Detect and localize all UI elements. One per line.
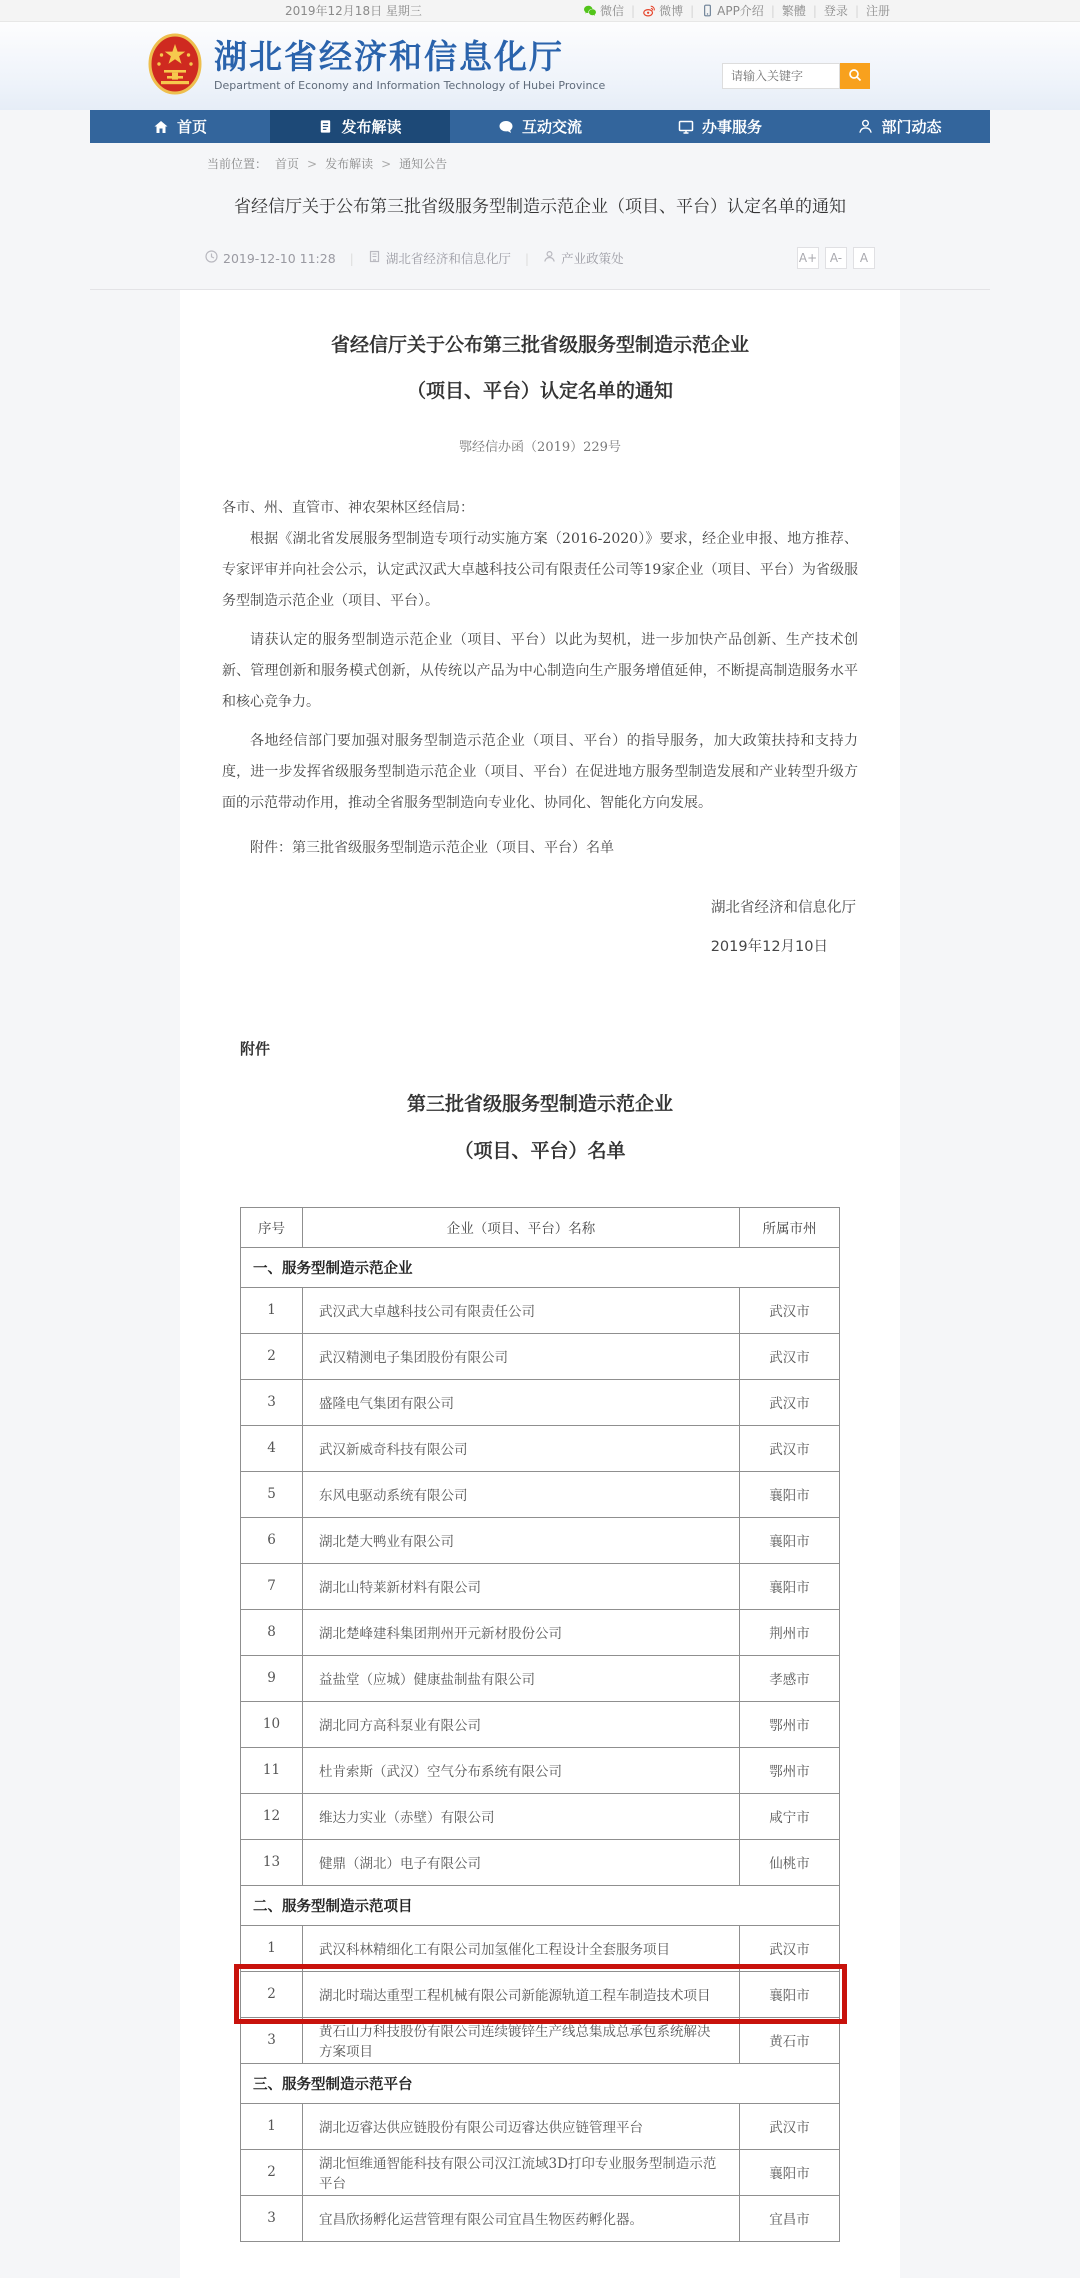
topbar-link-app-intro-label: APP介绍: [717, 4, 764, 18]
document-paragraph: 根据《湖北省发展服务型制造专项行动实施方案（2016-2020）》要求，经企业申报、地方推荐、专家评审并向社会公示，认定武汉武大卓越科技公司有限责任公司等19家企业（项目、平台）为省级服务型制造示范企业（项目、平台）。: [222, 530, 858, 609]
national-emblem-logo: [148, 33, 202, 99]
table-section-header: [241, 2063, 840, 2103]
company-city: 襄阳市: [740, 2149, 840, 2195]
topbar-link-wechat-label: 微信: [600, 4, 625, 18]
row-number: 3: [241, 1379, 303, 1425]
divider: |: [349, 250, 354, 266]
document-sign-date: 2019年12月10日: [710, 938, 828, 955]
row-number: 1: [241, 1925, 303, 1971]
nav-item-department-news-label: 部门动态: [881, 118, 942, 136]
attachment-label: 附件: [240, 1039, 271, 1058]
person-icon: [858, 119, 873, 134]
document-body: [222, 493, 858, 864]
nav-item-services[interactable]: [630, 110, 810, 143]
table-row: [241, 2149, 840, 2195]
company-city: 襄阳市: [740, 1471, 840, 1517]
attachment-heading-line2: （项目、平台）名单: [454, 1139, 626, 1162]
topbar-link-weibo[interactable]: [642, 2, 683, 19]
table-section-title: 一、服务型制造示范企业: [241, 1247, 840, 1287]
table-row: [241, 1701, 840, 1747]
weibo-icon: [642, 4, 656, 18]
company-city: 武汉市: [740, 1333, 840, 1379]
nav-item-services-label: 办事服务: [701, 118, 762, 136]
row-number: 11: [241, 1747, 303, 1793]
company-city: 武汉市: [740, 1287, 840, 1333]
breadcrumb-link-notices[interactable]: 通知公告: [399, 157, 448, 171]
site-title: 湖北省经济和信息化厅: [214, 37, 564, 77]
table-header-name: 企业（项目、平台）名称: [303, 1207, 740, 1247]
search-box: [722, 63, 870, 89]
nav-item-publications[interactable]: [270, 110, 450, 143]
table-header-no: 序号: [241, 1207, 303, 1247]
site-header: [0, 22, 1080, 110]
company-name: 武汉新威奇科技有限公司: [303, 1425, 740, 1471]
search-button[interactable]: [840, 63, 870, 89]
chat-icon: [498, 119, 514, 135]
company-name: 杜肯索斯（武汉）空气分布系统有限公司: [303, 1747, 740, 1793]
company-city: 宜昌市: [740, 2195, 840, 2241]
document-paragraph: 各地经信部门要加强对服务型制造示范企业（项目、平台）的指导服务，加大政策扶持和支持力度，进一步发挥省级服务型制造示范企业（项目、平台）在促进地方服务型制造发展和产业转型升级方面的示范带动作用，推动全省服务型制造向专业化、协同化、智能化方向发展。: [222, 732, 858, 811]
table-row: [241, 1747, 840, 1793]
company-city: 襄阳市: [740, 1563, 840, 1609]
topbar-link-weibo-label: 微博: [659, 4, 684, 18]
company-name: 武汉武大卓越科技公司有限责任公司: [303, 1287, 740, 1333]
row-number: 10: [241, 1701, 303, 1747]
row-number: 13: [241, 1839, 303, 1885]
breadcrumb-link-publications[interactable]: 发布解读: [325, 157, 374, 171]
company-name: 维达力实业（赤壁）有限公司: [303, 1793, 740, 1839]
company-name: 湖北时瑞达重型工程机械有限公司新能源轨道工程车制造技术项目: [303, 1971, 740, 2017]
table-section-header: [241, 1885, 840, 1925]
row-number: 9: [241, 1655, 303, 1701]
row-number: 1: [241, 1287, 303, 1333]
row-number: 4: [241, 1425, 303, 1471]
site-subtitle: Department of Economy and Information Technology of Hubei Province: [214, 78, 606, 92]
table-row: [241, 2195, 840, 2241]
company-name: 湖北同方高科泵业有限公司: [303, 1701, 740, 1747]
table-row: [241, 1425, 840, 1471]
table-row-highlighted: [241, 1971, 840, 2017]
company-name: 武汉科林精细化工有限公司加氢催化工程设计全套服务项目: [303, 1925, 740, 1971]
company-city: 武汉市: [740, 1379, 840, 1425]
company-name: 湖北楚大鸭业有限公司: [303, 1517, 740, 1563]
divider: |: [524, 250, 530, 266]
table-row: [241, 1839, 840, 1885]
nav-item-home[interactable]: [90, 110, 270, 143]
document-signer: 湖北省经济和信息化厅: [711, 899, 856, 916]
breadcrumb-items: [275, 155, 447, 172]
company-city: 襄阳市: [740, 1517, 840, 1563]
topbar-link-traditional-label: 繁體: [781, 4, 806, 18]
company-name: 宜昌欣扬孵化运营管理有限公司宜昌生物医药孵化器。: [303, 2195, 740, 2241]
divider: |: [770, 3, 775, 18]
main-navigation: [90, 110, 990, 143]
row-number: 6: [241, 1517, 303, 1563]
company-city: 鄂州市: [740, 1747, 840, 1793]
row-number: 8: [241, 1609, 303, 1655]
article-panel: [180, 290, 900, 2278]
font-increase-button[interactable]: A+: [797, 247, 819, 269]
phone-icon: [701, 4, 714, 17]
table-row: [241, 1379, 840, 1425]
table-row: [241, 1517, 840, 1563]
row-number: 7: [241, 1563, 303, 1609]
breadcrumb-separator: >: [381, 156, 392, 171]
nav-item-department-news[interactable]: [810, 110, 990, 143]
building-icon: [368, 250, 381, 266]
topbar-link-login-label: 登录: [823, 4, 848, 18]
company-city: 咸宁市: [740, 1793, 840, 1839]
nav-item-home-label: 首页: [176, 118, 207, 136]
table-row: [241, 2017, 840, 2063]
company-name: 湖北山特莱新材料有限公司: [303, 1563, 740, 1609]
company-name: 黄石山力科技股份有限公司连续镀锌生产线总集成总承包系统解决方案项目: [303, 2017, 740, 2063]
table-row: [241, 1655, 840, 1701]
topbar-links: [583, 2, 890, 19]
row-number: 12: [241, 1793, 303, 1839]
row-number: 2: [241, 2149, 303, 2195]
company-city: 武汉市: [740, 2103, 840, 2149]
row-number: 5: [241, 1471, 303, 1517]
topbar-link-login[interactable]: [824, 2, 848, 19]
page-title: 省经信厅关于公布第三批省级服务型制造示范企业（项目、平台）认定名单的通知: [234, 197, 846, 217]
table-row: [241, 1471, 840, 1517]
company-name: 湖北恒维通智能科技有限公司汉江流域3D打印专业服务型制造示范平台: [303, 2149, 740, 2195]
article-meta-row: [180, 247, 900, 269]
article-title-section: [90, 192, 990, 290]
monitor-icon: [678, 119, 694, 135]
table-header-city: 所属市州: [740, 1207, 840, 1247]
divider: |: [690, 3, 695, 18]
top-utility-bar: [0, 0, 1080, 22]
document-icon: [318, 119, 333, 134]
nav-item-interaction[interactable]: [450, 110, 630, 143]
table-section-title: 二、服务型制造示范项目: [241, 1885, 840, 1925]
company-city: 武汉市: [740, 1425, 840, 1471]
company-name: 武汉精测电子集团股份有限公司: [303, 1333, 740, 1379]
table-row: [241, 2103, 840, 2149]
table-row: [241, 1333, 840, 1379]
row-number: 3: [241, 2195, 303, 2241]
nav-item-interaction-label: 互动交流: [521, 118, 582, 136]
breadcrumb: [180, 143, 900, 180]
topbar-link-wechat[interactable]: [583, 2, 624, 19]
table-row: [241, 1287, 840, 1333]
wechat-icon: [583, 4, 597, 18]
table-row: [241, 1563, 840, 1609]
company-name: 湖北楚峰建科集团荆州开元新材股份公司: [303, 1609, 740, 1655]
breadcrumb-link-home[interactable]: 首页: [275, 157, 300, 171]
breadcrumb-separator: >: [307, 156, 318, 171]
site-title-block: [214, 37, 606, 92]
topbar-link-register-label: 注册: [865, 4, 890, 18]
table-row: [241, 1925, 840, 1971]
meta-department: 产业政策处: [543, 249, 624, 267]
companies-table: [240, 1207, 840, 2242]
document-number: 鄂经信办函（2019）229号: [459, 439, 621, 455]
clock-icon: [205, 250, 218, 266]
company-name: 益盐堂（应城）健康盐制盐有限公司: [303, 1655, 740, 1701]
document-paragraph: 请获认定的服务型制造示范企业（项目、平台）以此为契机，进一步加快产品创新、生产技术创新、管理创新和服务模式创新，从传统以产品为中心制造向生产服务增值延伸，不断提高制造服务水平和核心竞争力。: [222, 631, 858, 710]
attachment-heading-line1: 第三批省级服务型制造示范企业: [406, 1092, 673, 1115]
company-city: 孝感市: [740, 1655, 840, 1701]
table-header-row: [241, 1207, 840, 1247]
meta-source: 湖北省经济和信息化厅: [368, 249, 511, 267]
table-section-header: [241, 1247, 840, 1287]
company-city: 荆州市: [740, 1609, 840, 1655]
table-row: [241, 1609, 840, 1655]
table-section-title: 三、服务型制造示范平台: [241, 2063, 840, 2103]
document-heading-line2: （项目、平台）认定名单的通知: [406, 379, 673, 402]
topbar-link-register[interactable]: [866, 2, 890, 19]
topbar-link-app-intro[interactable]: [701, 2, 764, 19]
row-number: 3: [241, 2017, 303, 2063]
search-input[interactable]: [722, 63, 840, 89]
font-decrease-button[interactable]: A-: [825, 247, 847, 269]
company-city: 鄂州市: [740, 1701, 840, 1747]
divider: |: [812, 3, 817, 18]
font-reset-button[interactable]: A: [853, 247, 875, 269]
divider: |: [631, 3, 636, 18]
document-heading-line1: 省经信厅关于公布第三批省级服务型制造示范企业: [330, 334, 749, 356]
meta-datetime: 2019-12-10 11:28: [205, 250, 336, 266]
breadcrumb-label: 当前位置：: [207, 157, 268, 171]
company-name: 健鼎（湖北）电子有限公司: [303, 1839, 740, 1885]
company-name: 东风电驱动系统有限公司: [303, 1471, 740, 1517]
company-city: 黄石市: [740, 2017, 840, 2063]
home-icon: [153, 119, 169, 135]
divider: |: [854, 3, 859, 18]
document-salutation: 各市、州、直管市、神农架林区经信局：: [222, 499, 474, 516]
company-city: 襄阳市: [740, 1971, 840, 2017]
current-date: 2019年12月18日 星期三: [285, 4, 422, 18]
font-size-controls: [797, 247, 875, 269]
table-row: [241, 1793, 840, 1839]
author-icon: [543, 250, 556, 266]
company-city: 仙桃市: [740, 1839, 840, 1885]
company-name: 盛隆电气集团有限公司: [303, 1379, 740, 1425]
document-attachment-line: 附件：第三批省级服务型制造示范企业（项目、平台）名单: [250, 839, 614, 856]
row-number: 2: [241, 1333, 303, 1379]
row-number: 2: [241, 1971, 303, 2017]
topbar-link-traditional[interactable]: [782, 2, 806, 19]
company-city: 武汉市: [740, 1925, 840, 1971]
nav-item-publications-label: 发布解读: [341, 118, 402, 136]
search-icon: [848, 68, 862, 85]
row-number: 1: [241, 2103, 303, 2149]
company-name: 湖北迈睿达供应链股份有限公司迈睿达供应链管理平台: [303, 2103, 740, 2149]
